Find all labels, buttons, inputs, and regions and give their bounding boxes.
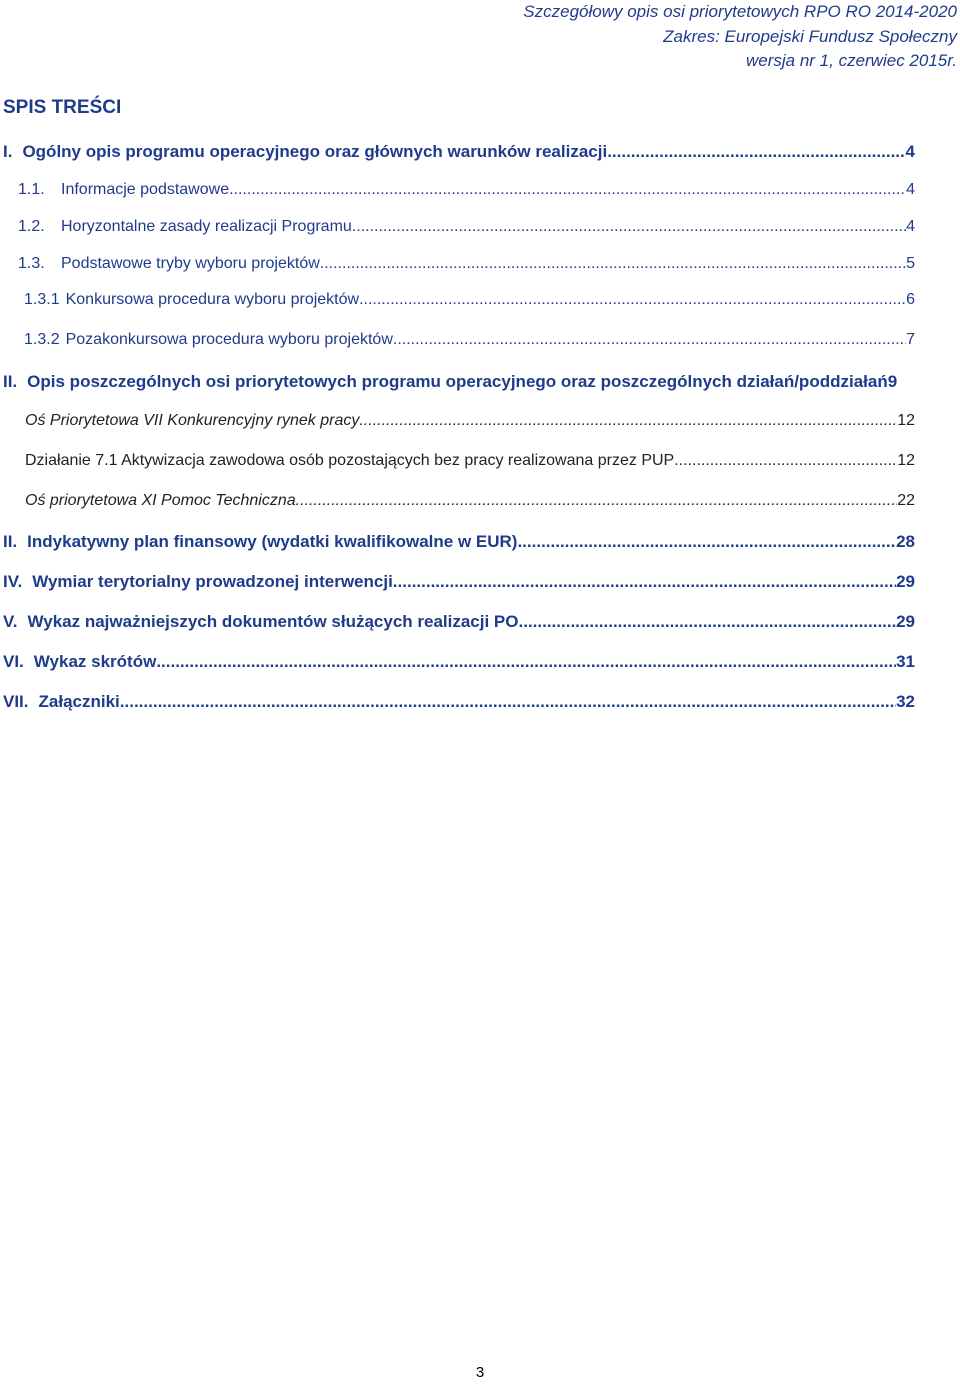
toc-entry-number: 1.3.1 (24, 291, 60, 308)
header-title: Szczegółowy opis osi priorytetowych RPO RO 2014-2020 (523, 2, 957, 21)
toc-entry[interactable] (3, 372, 920, 396)
toc-entry-page: 5 (906, 255, 915, 272)
toc-entry-number: 1.1. (18, 181, 45, 198)
toc-entry-title: Pozakonkursowa procedura wyboru projektów (65, 331, 393, 348)
toc-entry[interactable] (3, 612, 915, 636)
toc-entry-title: Podstawowe tryby wyboru projektów (61, 255, 320, 272)
toc-entry-page: 9 (887, 372, 898, 391)
toc-dot-leader (359, 291, 906, 309)
toc-entry-number: IV. (3, 572, 23, 591)
toc-entry-title: Działanie 7.1 Aktywizacja zawodowa osób pozostających bez pracy realizowana przez PUP (25, 452, 675, 469)
toc-entry-number: II. (3, 532, 18, 551)
toc-entry-page: 6 (906, 291, 915, 308)
toc-dot-leader (156, 652, 896, 672)
toc-entry[interactable] (3, 532, 915, 556)
toc-entry-page: 12 (897, 452, 915, 469)
toc-entry[interactable] (18, 218, 915, 242)
toc-dot-leader (359, 412, 897, 430)
toc-entry-title: Oś priorytetowa XI Pomoc Techniczna (25, 492, 296, 509)
toc-dot-leader (393, 331, 906, 349)
toc-entry-page: 32 (896, 692, 915, 711)
toc-entry[interactable] (18, 255, 915, 279)
toc-dot-leader (519, 612, 897, 632)
toc-entry-title: Oś Priorytetowa VII Konkurencyjny rynek pracy (25, 412, 360, 429)
document-header (523, 0, 957, 74)
toc-entry[interactable] (25, 412, 915, 436)
toc-entry-title: Wykaz najważniejszych dokumentów służących realizacji PO (27, 612, 519, 631)
toc-entry-page: 28 (896, 532, 915, 551)
toc-entry-number: I. (3, 142, 13, 161)
toc-entry-number: 1.2. (18, 218, 45, 235)
header-version: wersja nr 1, czerwiec 2015r. (745, 51, 957, 70)
toc-dot-leader (320, 255, 906, 273)
toc-entry-page: 4 (906, 181, 915, 198)
toc-dot-leader (352, 218, 906, 236)
toc-entry-page: 7 (906, 331, 915, 348)
toc-entry-title: Indykatywny plan finansowy (wydatki kwalifikowalne w EUR) (27, 532, 518, 551)
toc-entry-number: V. (3, 612, 18, 631)
toc-entry[interactable] (25, 452, 915, 476)
page-number: 3 (475, 1364, 485, 1381)
toc-entry-title: Załączniki (38, 692, 120, 711)
toc-entry-title: Wymiar terytorialny prowadzonej interwencji (32, 572, 393, 591)
toc-entry-number: 1.3.2 (24, 331, 60, 348)
toc-entry-page: 12 (897, 412, 915, 429)
toc-entry-title: Informacje podstawowe (61, 181, 230, 198)
toc-entry[interactable] (3, 142, 915, 166)
toc-entry-number: II. (3, 372, 18, 391)
toc-dot-leader (393, 572, 896, 592)
toc-entry[interactable] (24, 331, 915, 355)
toc-dot-leader (120, 692, 896, 712)
toc-entry-page: 29 (896, 612, 915, 631)
toc-dot-leader (517, 532, 896, 552)
toc-entry[interactable] (24, 291, 915, 315)
toc-entry[interactable] (3, 692, 915, 716)
toc-title: SPIS TREŚCI (3, 97, 122, 118)
toc-entry-title: Konkursowa procedura wyboru projektów (65, 291, 360, 308)
toc-entry[interactable] (3, 572, 915, 596)
toc-entry-number: 1.3. (18, 255, 45, 272)
toc-dot-leader (229, 181, 906, 199)
toc-entry-page: 31 (896, 652, 915, 671)
toc-entry[interactable] (25, 492, 915, 516)
toc-entry-number: VI. (3, 652, 24, 671)
toc-entry-page: 4 (906, 218, 915, 235)
toc-entry[interactable] (18, 181, 915, 205)
toc-entry-title: Wykaz skrótów (33, 652, 157, 671)
toc-entry-page: 4 (905, 142, 915, 161)
toc-entry-number: VII. (3, 692, 29, 711)
toc-entry[interactable] (3, 652, 915, 676)
toc-entry-title: Ogólny opis programu operacyjnego oraz głównych warunków realizacji (22, 142, 608, 161)
toc-entry-title: Opis poszczególnych osi priorytetowych programu operacyjnego oraz poszczególnych działań/poddziałań (27, 372, 888, 391)
toc-entry-page: 29 (896, 572, 915, 591)
toc-dot-leader (296, 492, 898, 510)
toc-entry-page: 22 (897, 492, 915, 509)
toc-entry-title: Horyzontalne zasady realizacji Programu (61, 218, 352, 235)
header-scope: Zakres: Europejski Fundusz Społeczny (663, 26, 957, 46)
toc-dot-leader (607, 142, 905, 162)
toc-dot-leader (674, 452, 897, 470)
